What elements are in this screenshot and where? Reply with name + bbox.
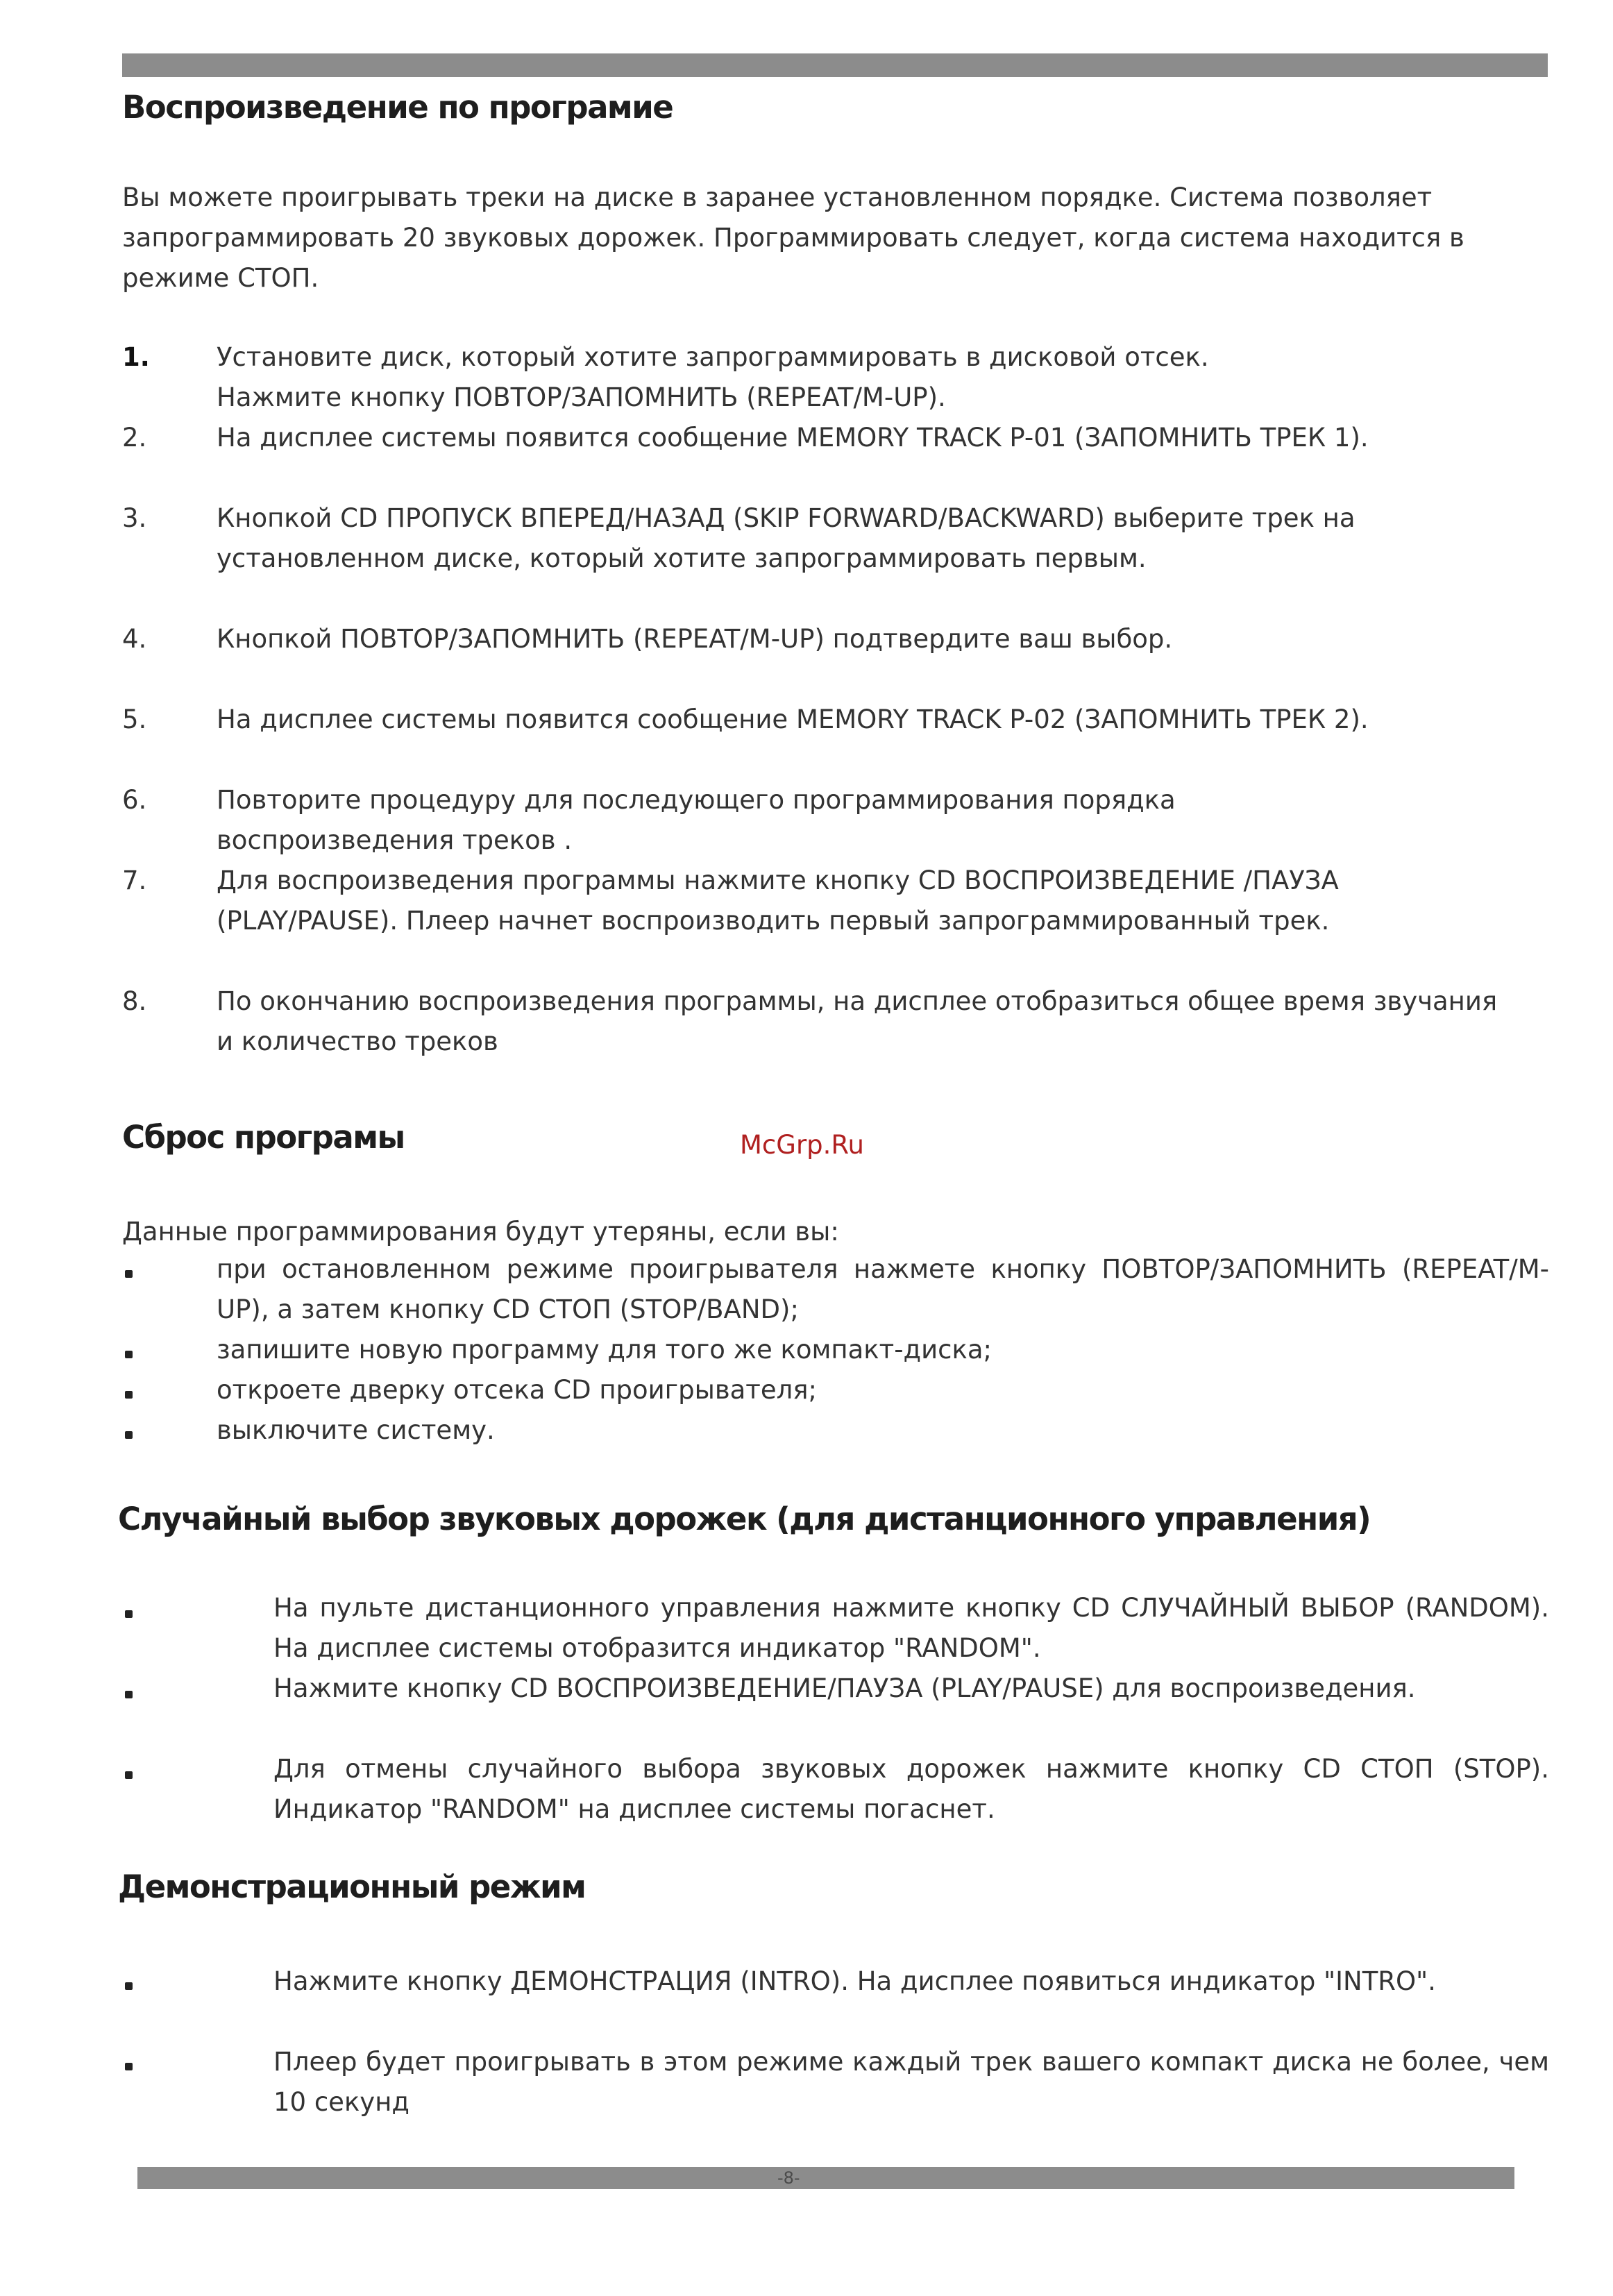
demo-bullet: Плеер будет проигрывать в этом режиме каждый трек вашего компакт диска не более, чем 10 секунд [273, 2047, 1549, 2117]
step-number: 2. [122, 423, 147, 453]
bullet-marker [125, 1771, 133, 1779]
random-bullet: На пульте дистанционного управления нажмите кнопку CD СЛУЧАЙНЫЙ ВЫБОР (RANDOM). На дисплее системы отобразится индикатор "RANDOM". [273, 1593, 1549, 1663]
random-bullet: Нажмите кнопку CD ВОСПРОИЗВЕДЕНИЕ/ПАУЗА (PLAY/PAUSE) для воспроизведения. [273, 1673, 1416, 1703]
page-number: -8- [777, 2168, 800, 2188]
section-title-program-play: Воспроизведение по програмие [122, 89, 673, 126]
step-text: По окончанию воспроизведения программы, на дисплее отобразиться общее время звучания и количество треков [217, 986, 1498, 1056]
bullet-marker [125, 1391, 133, 1399]
step-number: 6. [122, 785, 147, 815]
bottom-rule [137, 2167, 1514, 2189]
random-bullet: Для отмены случайного выбора звуковых дорожек нажмите кнопку CD СТОП (STOP). Индикатор "RANDOM" на дисплее системы погаснет. [273, 1754, 1549, 1824]
step-number: 4. [122, 624, 147, 654]
bullet-marker [125, 1351, 133, 1358]
step-text: Установите диск, который хотите запрограммировать в дисковой отсек. Нажмите кнопку ПОВТОР/ЗАПОМНИТЬ (REPEAT/M-UP). [217, 342, 1209, 412]
watermark: McGrp.Ru [740, 1130, 864, 1160]
step-number: 3. [122, 503, 147, 533]
reset-bullet: выключите систему. [217, 1415, 495, 1445]
section-title-random: Случайный выбор звуковых дорожек (для дистанционного управления) [118, 1501, 1371, 1537]
demo-bullet: Нажмите кнопку ДЕМОНСТРАЦИЯ (INTRO). На дисплее появиться индикатор "INTRO". [273, 1966, 1436, 1996]
section-title-demo: Демонстрационный режим [118, 1868, 586, 1905]
step-text: Кнопкой CD ПРОПУСК ВПЕРЕД/НАЗАД (SKIP FORWARD/BACKWARD) выберите трек на установленном диске, который хотите запрограммировать первым. [217, 503, 1356, 573]
step-text: На дисплее системы появится сообщение MEMORY TRACK P-02 (ЗАПОМНИТЬ ТРЕК 2). [217, 704, 1369, 734]
bullet-marker [125, 2063, 133, 2070]
top-rule [122, 53, 1548, 77]
reset-bullet: запишите новую программу для того же компакт-диска; [217, 1335, 993, 1365]
step-number: 1. [122, 342, 150, 372]
bullet-marker [125, 1270, 133, 1278]
step-text: Повторите процедуру для последующего программирования порядка воспроизведения треков . [217, 785, 1176, 855]
step-number: 5. [122, 704, 147, 734]
step-text: На дисплее системы появится сообщение MEMORY TRACK P-01 (ЗАПОМНИТЬ ТРЕК 1). [217, 423, 1369, 453]
step-text: Для воспроизведения программы нажмите кнопку CD ВОСПРОИЗВЕДЕНИЕ /ПАУЗА (PLAY/PAUSE). Плеер начнет воспроизводить первый запрограммированный трек. [217, 866, 1339, 936]
reset-bullet: при остановленном режиме проигрывателя нажмете кнопку ПОВТОР/ЗАПОМНИТЬ (REPEAT/M-UP), а затем кнопку CD СТОП (STOP/BAND); [217, 1254, 1549, 1324]
bullet-marker [125, 1610, 133, 1618]
reset-bullet: откроете дверку отсека CD проигрывателя; [217, 1375, 817, 1405]
step-text: Кнопкой ПОВТОР/ЗАПОМНИТЬ (REPEAT/M-UP) подтвердите ваш выбор. [217, 624, 1173, 654]
program-reset-intro: Данные программирования будут утеряны, если вы: [122, 1217, 839, 1247]
program-play-intro: Вы можете проигрывать треки на диске в заранее установленном порядке. Система позволяет запрограммировать 20 звуковых дорожек. Программировать следует, когда система находится в режиме СТОП. [122, 183, 1464, 293]
step-number: 7. [122, 866, 147, 895]
section-title-program-reset: Сброс програмы [122, 1119, 405, 1156]
bullet-marker [125, 1982, 133, 1990]
bullet-marker [125, 1431, 133, 1439]
step-number: 8. [122, 986, 147, 1016]
bullet-marker [125, 1691, 133, 1698]
